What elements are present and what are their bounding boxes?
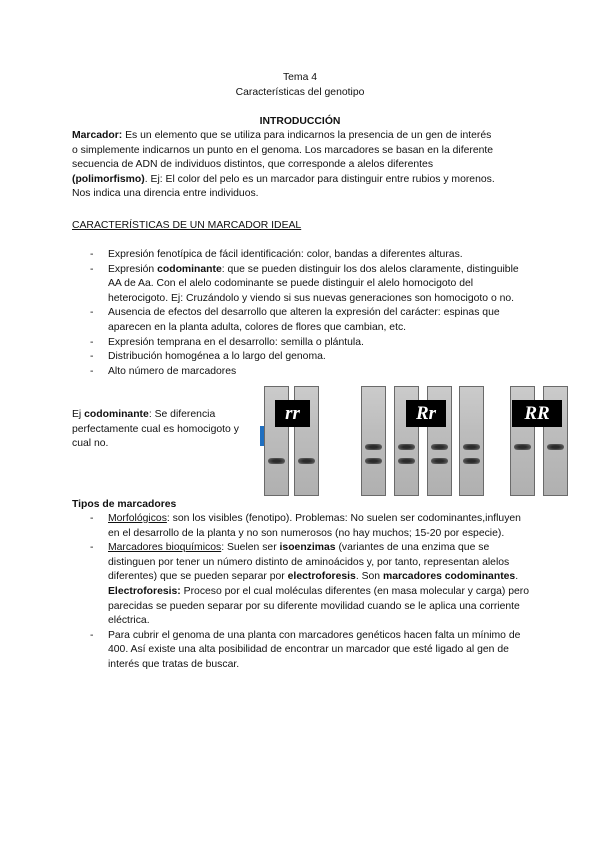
label-RR: RR <box>512 400 562 427</box>
ideal-item-number: - Alto número de marcadores <box>72 365 532 380</box>
tipos-item-bioquimicos: - Marcadores bioquímicos: Suelen ser isoenzimas (variantes de una enzima que se distinguen por tener un número distinto de aminoácidos y, por tanto, representan alelos diferentes) que se pueden separar por electroforesis. Son marcadores codominantes. Electroforesis: Proceso por el cual moléculas diferentes (en masa molecular y carga) pero parecidas se pueden separar por su diferente movilidad cuando se le aplica una corriente eléctrica. <box>72 541 532 629</box>
gel-band <box>365 458 382 464</box>
gel-band <box>398 444 415 450</box>
tipos-heading: Tipos de marcadores <box>72 499 177 510</box>
polimorfismo-term: (polimorfismo) <box>72 173 145 185</box>
gel-band <box>431 458 448 464</box>
gel-lane <box>361 386 386 496</box>
tipos-item-morfologicos: - Morfológicos: son los visibles (fenotipo). Problemas: No suelen ser codominantes,influyen en el desarrollo de la planta y no son numerosos (no hay muchos; 15-20 por especie). <box>72 512 532 541</box>
gel-band <box>463 458 480 464</box>
gel-band <box>514 444 531 450</box>
gel-band <box>463 444 480 450</box>
ideal-item-expression: - Expresión fenotípica de fácil identificación: color, bandas a diferentes alturas. <box>72 248 532 263</box>
ideal-item-development: - Ausencia de efectos del desarrollo que alteren la expresión del carácter: espinas que aparecen en la planta adulta, colores de flores que cambian, etc. <box>72 306 532 335</box>
intro-line-2: o simplemente indicarnos un punto en el genoma. Los marcadores se basan en la diferente <box>72 144 494 156</box>
topic-number: Tema 4 <box>282 72 318 83</box>
intro-line-3: secuencia de ADN de individuos distintos, que corresponde a alelos diferentes <box>72 159 434 171</box>
gel-band <box>547 444 564 450</box>
intro-line-4: . Ej: El color del pelo es un marcador para distinguir entre rubios y morenos. <box>144 173 495 185</box>
gel-band <box>431 444 448 450</box>
ideal-item-codominant: - Expresión codominante: que se pueden distinguir los dos alelos claramente, distinguible AA de Aa. Con el alelo codominante se puede distinguir el alelo homocigoto del heterocigoto. Ej: Cruzándolo y viendo si sus nuevas generaciones son homocigoto o no. <box>72 263 532 307</box>
electroforesis-definition: Electroforesis: Proceso por el cual moléculas diferentes (en masa molecular y carga) pero parecidas se pueden separar por su diferente movilidad cuando se le aplica una corriente eléctrica. <box>108 585 530 627</box>
intro-line-1: Es un elemento que se utiliza para indicarnos la presencia de un gen de interés <box>122 130 492 141</box>
tipos-list <box>72 512 532 673</box>
gel-band <box>365 444 382 450</box>
page-title: Características del genotipo <box>235 87 365 98</box>
intro-paragraph <box>72 129 534 202</box>
ideal-heading: CARACTERÍSTICAS DE UN MARCADOR IDEAL <box>72 220 302 231</box>
label-Rr: Rr <box>406 400 446 427</box>
gel-band <box>268 458 285 464</box>
marcador-term: Marcador: <box>72 130 123 141</box>
gel-band <box>298 458 315 464</box>
gel-band <box>398 458 415 464</box>
codominant-note: Ej codominante: Se diferencia perfectamente cual es homocigoto y cual no. <box>72 409 239 450</box>
tipos-item-cubrir: - Para cubrir el genoma de una planta con marcadores genéticos hacen falta un mínimo de 400. Así existe una alta posibilidad de encontrar un marcador que esté ligado al gen de interés que tratas de buscar. <box>72 629 532 673</box>
ideal-item-distribution: - Distribución homogénea a lo largo del genoma. <box>72 350 532 365</box>
intro-heading: INTRODUCCIÓN <box>259 116 341 127</box>
ideal-list <box>72 248 532 379</box>
ideal-item-early: - Expresión temprana en el desarrollo: semilla o plántula. <box>72 336 532 351</box>
gel-lane <box>459 386 484 496</box>
label-rr: rr <box>275 400 310 427</box>
intro-line-5: Nos indica una direncia entre individuos. <box>72 188 259 200</box>
